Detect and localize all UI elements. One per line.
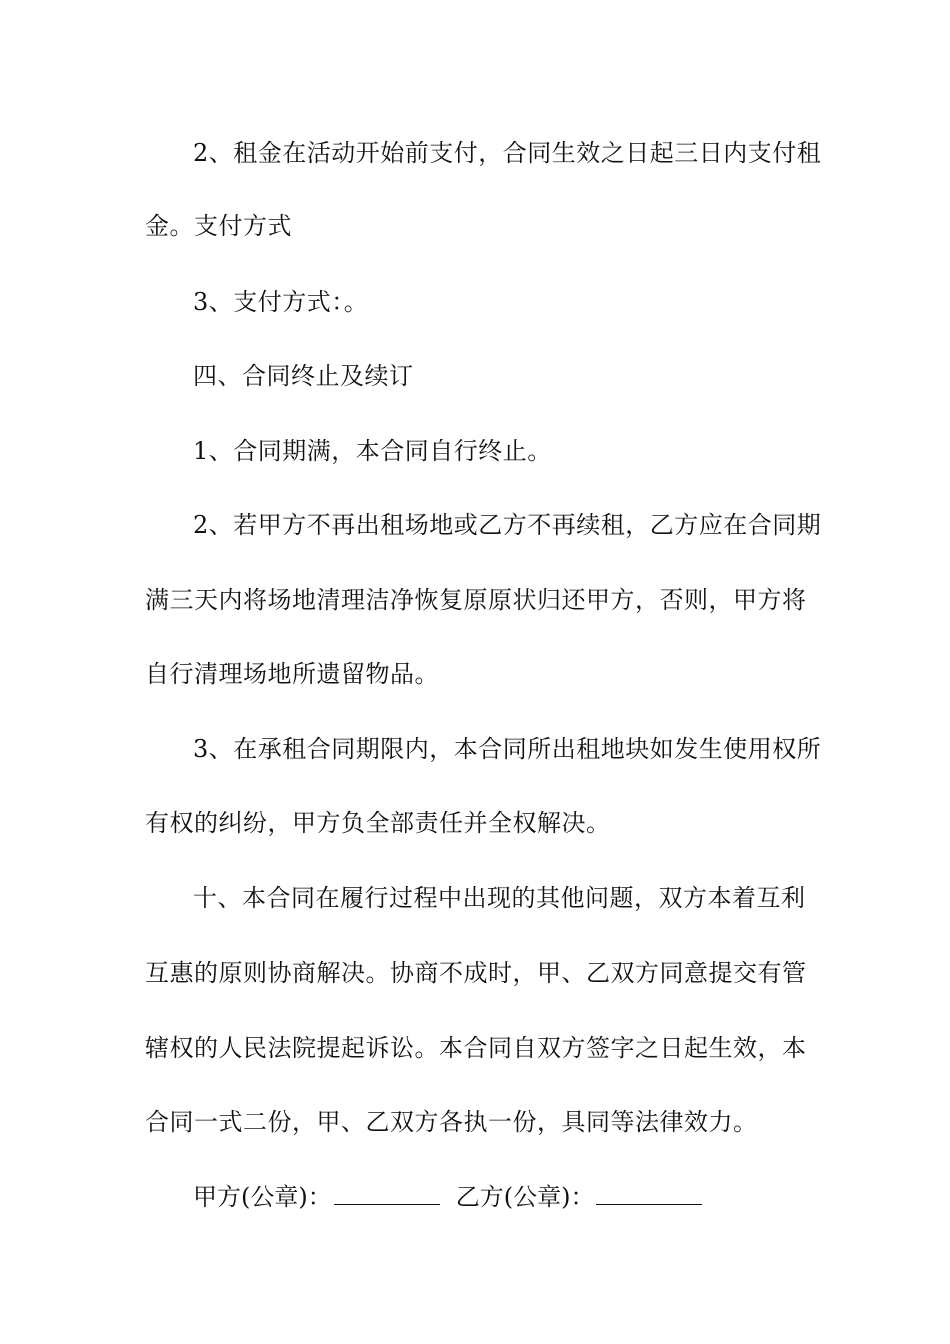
paragraph-line: 有权的纠纷，甲方负全部责任并全权解决。 <box>145 809 611 837</box>
party-a-seal-label: 甲方(公章)： <box>193 1183 332 1211</box>
signature-row <box>193 1180 702 1214</box>
paragraph-line: 十、本合同在履行过程中出现的其他问题，双方本着互利 <box>193 884 806 912</box>
party-b-signature-blank[interactable] <box>596 1182 702 1205</box>
paragraph-line: 1、合同期满，本合同自行终止。 <box>193 437 552 465</box>
paragraph-line: 互惠的原则协商解决。协商不成时，甲、乙双方同意提交有管 <box>145 959 807 987</box>
paragraph-line: 2、租金在活动开始前支付，合同生效之日起三日内支付租 <box>193 139 822 167</box>
paragraph-line: 3、在承租合同期限内，本合同所出租地块如发生使用权所 <box>193 735 822 763</box>
paragraph-line: 辖权的人民法院提起诉讼。本合同自双方签字之日起生效，本 <box>145 1034 807 1062</box>
paragraph-line: 合同一式二份，甲、乙双方各执一份，具同等法律效力。 <box>145 1108 758 1136</box>
paragraph-line: 2、若甲方不再出租场地或乙方不再续租，乙方应在合同期 <box>193 511 822 539</box>
paragraph-line: 3、支付方式：。 <box>193 288 369 316</box>
paragraph-line: 金。支付方式 <box>145 212 292 240</box>
paragraph-line: 满三天内将场地清理洁净恢复原原状归还甲方，否则，甲方将 <box>145 586 807 614</box>
party-a-signature-blank[interactable] <box>334 1182 440 1205</box>
party-b-seal-label: 乙方(公章)： <box>455 1183 595 1211</box>
paragraph-line: 自行清理场地所遗留物品。 <box>145 660 439 688</box>
section-heading: 四、合同终止及续订 <box>193 362 414 390</box>
